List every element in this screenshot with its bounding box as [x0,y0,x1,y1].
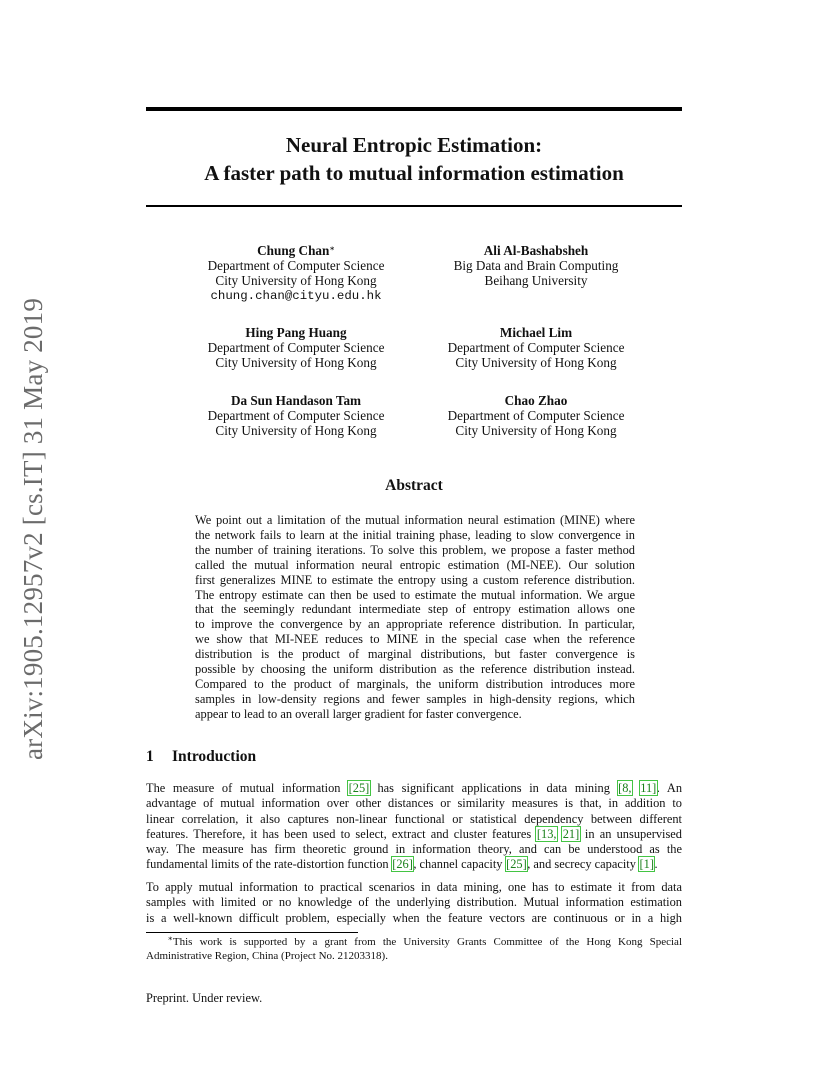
author-email[interactable]: chung.chan@cityu.edu.hk [210,288,382,303]
paper-title-line-1: Neural Entropic Estimation: [285,133,543,157]
author-block-chung-chan [166,243,426,304]
author-block-ali-al-bashabsheh [406,243,666,289]
author-name: Michael Lim [499,325,573,340]
citation-link[interactable]: [13, [536,826,557,841]
citation-link[interactable]: [25] [348,781,370,795]
section-heading-introduction [146,748,256,766]
paragraph-line: way. The measure has firm theoretic ground in information theory, and can be understood as the [146,842,682,857]
abstract-line: the network fails to learn at the initial training phase, leading to slow convergence in [195,527,635,542]
abstract-line: appear to lead to an overall larger gradient for faster convergence. [195,706,522,721]
author-department: Department of Computer Science [207,258,385,274]
paragraph-line: linear correlation, it also captures non-linear functional or statistical dependency between different [146,811,682,826]
abstract-line: first generalizes MINE to estimate the entropy using a custom reference distribution. [195,572,635,587]
citation-link[interactable]: 21] [562,826,580,841]
author-department: Department of Computer Science [207,408,385,424]
citation-link[interactable]: [8, [618,781,632,795]
author-affiliation: City University of Hong Kong [455,423,617,439]
citation-link[interactable]: [26] [392,857,413,872]
author-department: Department of Computer Science [207,340,385,356]
title-bottom-rule [146,205,682,207]
abstract-body [195,513,635,722]
author-department: Big Data and Brain Computing [453,258,619,274]
citation-link[interactable]: [1] [639,857,654,872]
footnote-rule [146,932,358,933]
paragraph-line: To apply mutual information to practical scenarios in data mining, one has to estimate it from data [146,880,682,894]
section-title: Introduction [172,748,257,765]
abstract-line: The entropy estimate can then be used to estimate the mutual information. We argue [195,587,635,602]
abstract-heading: Abstract [385,477,443,494]
paragraph-line: advantage of mutual information over other distances or similarity measures is that, in addition to [146,796,682,811]
footnote-line: ∗This work is supported by a grant from the University Grants Committee of the Hong Kong Special [167,934,682,948]
section-number: 1 [146,748,154,765]
author-block-michael-lim [406,325,666,371]
footnote [146,936,682,963]
paragraph-line: is a well-known difficult problem, especially when the feature vectors are continuous or in a high [146,910,682,925]
author-name: Hing Pang Huang [245,325,347,340]
citation-link[interactable]: 11] [640,781,657,795]
abstract-line: the number of training iterations. To solve this problem, we propose a faster method [195,542,635,557]
title-top-rule [146,107,682,111]
author-name: Chung Chan∗ [257,243,335,258]
abstract-line: We point out a limitation of the mutual information neural estimation (MINE) where [195,513,635,527]
paragraph-line: fundamental limits of the rate-distortion function [26], channel capacity [25], and secrecy capacity [1]. [146,857,658,872]
author-name: Chao Zhao [504,393,568,408]
abstract-line: distribution is the product of marginal distributions, but faster convergence is [195,647,635,662]
abstract-line: called the mutual information neural entropic estimation (MI-NEE). Our solution [195,557,635,572]
paragraph-line: features. Therefore, it has been used to select, extract and cluster features [13, 21] in an unsupervised [146,826,682,841]
paragraph-line: The measure of mutual information [25] has significant applications in data mining [8, 11]. An [146,781,683,795]
author-block-hing-pang-huang [166,325,426,371]
footnote-mark: ∗ [167,934,173,943]
abstract-line: possible by choosing the uniform distribution as the reference distribution instead. [195,662,635,677]
arxiv-identifier: arXiv:1905.12957v2 [cs.IT] 31 May 2019 [18,297,48,760]
abstract-line: Compared to the product of marginals, the uniform distribution introduces more [195,676,635,691]
author-department: Department of Computer Science [447,340,625,356]
intro-paragraph-2 [146,880,682,926]
author-affiliation: City University of Hong Kong [455,355,617,371]
author-affiliation: Beihang University [484,273,588,289]
author-block-da-sun-handason-tam [166,393,426,439]
abstract-line: we show that MI-NEE reduces to MINE in the special case when the reference [195,632,635,647]
abstract-line: that the seemingly redundant intermediate step of entropy estimation allows one [195,602,635,617]
author-affiliation: City University of Hong Kong [215,273,377,289]
intro-paragraph-1 [146,781,682,873]
author-block-chao-zhao [406,393,666,439]
author-affiliation: City University of Hong Kong [215,423,377,439]
paper-title-line-2: A faster path to mutual information estimation [204,161,624,185]
author-name: Da Sun Handason Tam [230,393,362,408]
abstract-line: samples in low-density regions and fewer samples in high-density regions, which [195,691,635,706]
author-affiliation: City University of Hong Kong [215,355,377,371]
author-department: Department of Computer Science [447,408,625,424]
author-name: Ali Al-Bashabsheh [483,243,589,258]
citation-link[interactable]: [25] [506,857,527,872]
abstract-line: to improve the convergence by an appropriate reference distribution. In particular, [195,617,635,632]
footnote-line: Administrative Region, China (Project No. 21203318). [146,949,388,962]
preprint-note: Preprint. Under review. [146,991,263,1005]
paragraph-line: samples with limited or no knowledge of the underlying distribution. Mutual information estimation [146,895,682,910]
